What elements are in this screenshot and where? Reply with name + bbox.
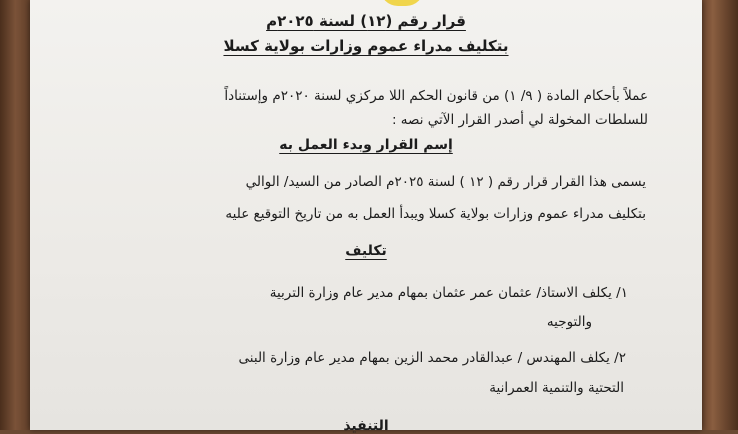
decision-subject: بتكليف مدراء عموم وزارات بولاية كسلا <box>223 37 509 55</box>
footer-partial-heading: التنفيذ <box>343 418 389 434</box>
section-assignment-heading: تكليف <box>345 243 387 259</box>
decision-title: قرار رقم (١٢) لسنة ٢٠٢٥م <box>266 12 466 30</box>
table-surface-left <box>0 0 34 430</box>
assignment-item-2-line-1: ٢/ يكلف المهندس / عبدالقادر محمد الزين بمهام مدير عام وزارة البنى <box>238 350 626 366</box>
assignment-item-1-line-2: والتوجيه <box>546 314 592 330</box>
section-name-heading: إسم القرار وبدء العمل به <box>279 137 453 153</box>
preamble-line-2: للسلطات المخولة لي أصدر القرار الآتي نصه : <box>391 112 648 128</box>
table-surface-right <box>696 0 738 430</box>
preamble-line-1: عملاً بأحكام المادة ( ٩/ ١) من قانون الحكم اللا مركزي لسنة ٢٠٢٠م وإستناداً <box>224 88 648 104</box>
assignment-item-1-line-1: ١/ يكلف الاستاذ/ عثمان عمر عثمان بمهام مدير عام وزارة التربية <box>269 285 628 301</box>
emblem-seal <box>380 0 424 6</box>
assignment-item-2-line-2: التحتية والتنمية العمرانية <box>489 380 624 396</box>
name-clause-line-2: بتكليف مدراء عموم وزارات بولاية كسلا ويبدأ العمل به من تاريخ التوقيع عليه <box>225 206 646 222</box>
name-clause-line-1: يسمى هذا القرار قرار رقم ( ١٢ ) لسنة ٢٠٢٥م الصادر من السيد/ الوالي <box>245 174 646 190</box>
document-page <box>30 0 702 434</box>
